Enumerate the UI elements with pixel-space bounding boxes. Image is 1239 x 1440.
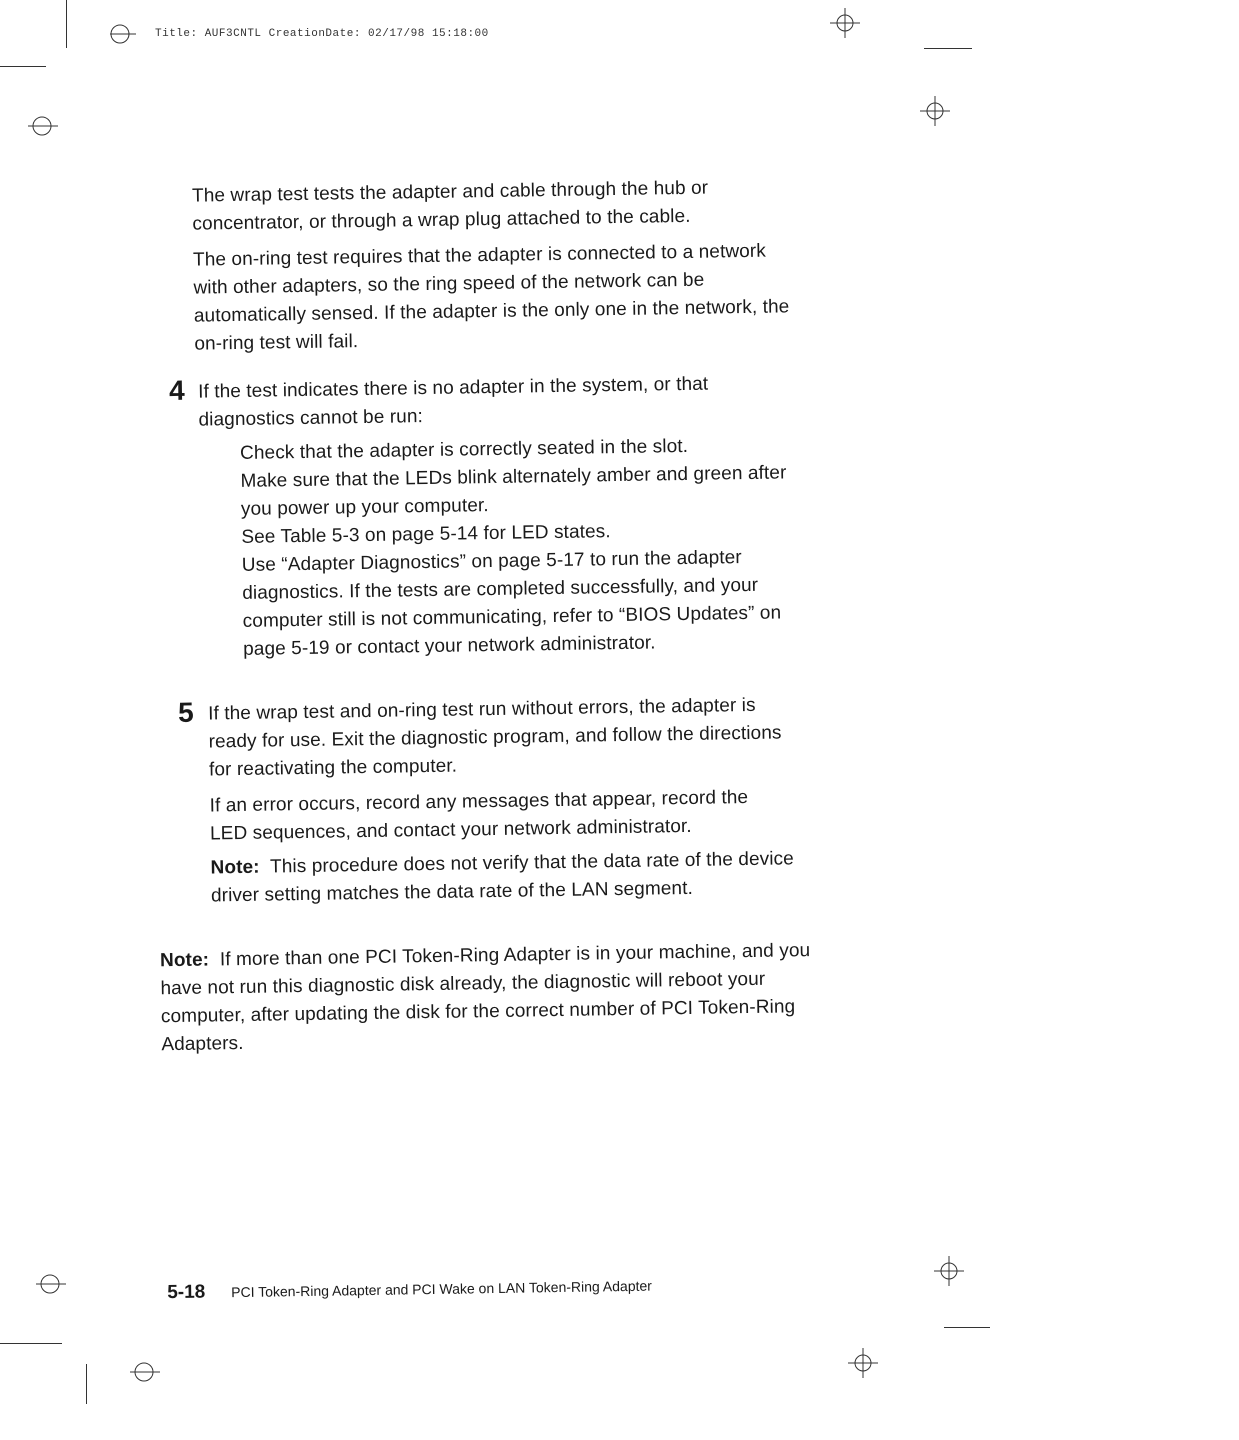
list-item: Check that the adapter is correctly seated in the slot. — [239, 435, 689, 464]
step-text: If the wrap test and on-ring test run without errors, the adapter is ready for use. Exit the diagnostic program, and follow the directions for reactivating the computer. — [208, 694, 782, 781]
step-text: If the test indicates there is no adapter in the system, or that diagnostics cannot be run: — [197, 373, 709, 431]
step-number: 4 — [168, 374, 185, 407]
note-text: If more than one PCI Token-Ring Adapter is in your machine, and you have not run this diagnostic disk already, the diagnostic will reboot your computer, after updating the disk for the correct number of PCI Token-Ring Adapters. — [160, 940, 811, 1056]
document-header: Title: AUF3CNTL CreationDate: 02/17/98 15:18:00 — [155, 28, 489, 40]
page-number: 5-18 — [167, 1281, 206, 1304]
note-text: This procedure does not verify that the data rate of the device driver setting matches the data rate of the LAN segment. — [210, 848, 794, 907]
final-note — [160, 937, 822, 1059]
list-item: Make sure that the LEDs blink alternately amber and green after you power up your computer. — [240, 462, 787, 520]
intro-paragraph-wrap: The wrap test tests the adapter and cable through the hub or concentrator, or through a wrap plug attached to the cable. — [191, 177, 709, 235]
error-paragraph: If an error occurs, record any messages that appear, record the LED sequences, and contact your network administrator. — [209, 787, 749, 845]
list-item: See Table 5-3 on page 5-14 for LED states. — [241, 521, 611, 548]
footer-title: PCI Token-Ring Adapter and PCI Wake on LAN Token-Ring Adapter — [231, 1277, 653, 1301]
note-label: Note: — [159, 949, 210, 972]
intro-paragraph-on-ring: The on-ring test requires that the adapter is connected to a network with other adapters, so the ring speed of the network can be automatically sensed. If the adapter is the only one in the network, the on-ring test will fail. — [192, 240, 790, 355]
step-note — [210, 845, 807, 910]
note-label: Note: — [210, 856, 260, 879]
page-footer — [167, 1275, 652, 1305]
list-item: Use “Adapter Diagnostics” on page 5-17 to run the adapter diagnostics. If the tests are completed successfully, and your computer still is not communicating, refer to “BIOS Updates” on page 5-19 or contact your network administrator. — [241, 547, 782, 660]
step-number: 5 — [177, 696, 194, 728]
